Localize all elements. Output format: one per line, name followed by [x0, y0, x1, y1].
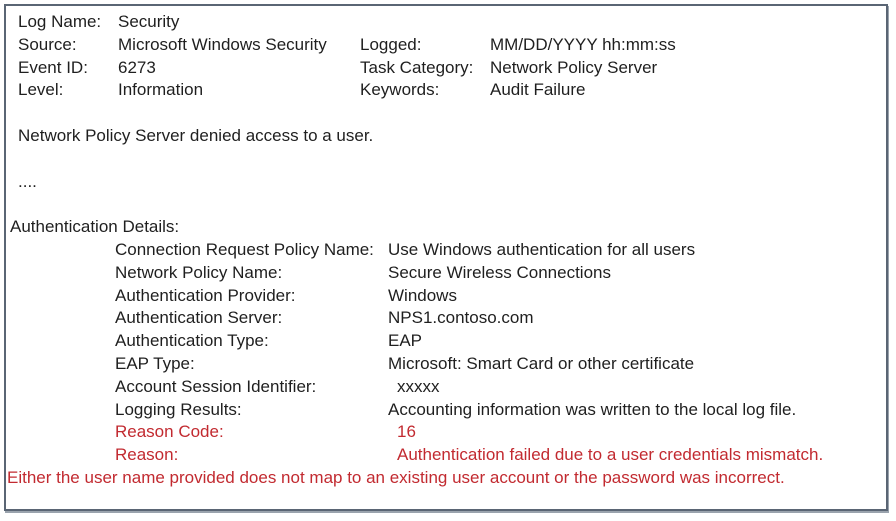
detail-row [115, 285, 886, 308]
field-label-level: Level: [18, 80, 64, 100]
detail-value: 16 [397, 422, 416, 442]
detail-label: Authentication Type: [115, 331, 269, 351]
field-value-source: Microsoft Windows Security [118, 34, 327, 54]
spacer [18, 148, 886, 171]
field-label-log-name: Log Name: [18, 12, 102, 31]
detail-label: Account Session Identifier: [115, 376, 317, 396]
detail-value: Secure Wireless Connections [388, 262, 611, 282]
auth-details-heading: Authentication Details: [10, 217, 180, 237]
detail-label: Connection Request Policy Name: [115, 239, 374, 259]
detail-row [115, 330, 886, 353]
field-label-source: Source: [18, 34, 77, 54]
detail-row [115, 262, 886, 285]
detail-row [115, 353, 886, 376]
detail-value: Windows [388, 285, 457, 305]
detail-row-reason-code [115, 421, 886, 444]
field-value-log-name: Security [118, 12, 180, 31]
detail-label: Reason: [115, 445, 179, 465]
header-row [18, 34, 886, 57]
detail-value: Use Windows authentication for all users [388, 239, 696, 259]
field-value-task-category: Network Policy Server [490, 57, 658, 77]
event-log-panel [4, 4, 888, 511]
header-row [18, 57, 886, 80]
field-label-keywords: Keywords: [360, 80, 440, 100]
detail-row-reason [115, 444, 886, 467]
detail-label: Authentication Provider: [115, 285, 296, 305]
detail-row [115, 239, 886, 262]
field-label-empty [360, 11, 490, 34]
detail-row [115, 307, 886, 330]
detail-label: Network Policy Name: [115, 262, 283, 282]
detail-value: Accounting information was written to the local log file. [388, 399, 797, 419]
field-value-keywords: Audit Failure [490, 80, 586, 100]
detail-label: Logging Results: [115, 399, 242, 419]
event-log-content [6, 6, 886, 490]
spacer [18, 102, 886, 125]
field-value-event-id: 6273 [118, 57, 156, 77]
field-value-logged: MM/DD/YYYY hh:mm:ss [490, 34, 676, 54]
detail-label: EAP Type: [115, 353, 195, 373]
detail-value: xxxxx [397, 376, 440, 396]
spacer [18, 193, 886, 216]
detail-value: Microsoft: Smart Card or other certificate [388, 353, 695, 373]
field-label-task-category: Task Category: [360, 57, 474, 77]
field-value-level: Information [118, 80, 204, 100]
header-row [18, 79, 886, 102]
ellipsis: .... [18, 171, 37, 191]
detail-value: EAP [388, 331, 423, 351]
header-row [18, 11, 886, 34]
field-label-logged: Logged: [360, 34, 422, 54]
detail-row [115, 399, 886, 422]
detail-row [115, 376, 886, 399]
event-message: Network Policy Server denied access to a user. [18, 125, 374, 145]
detail-value: NPS1.contoso.com [388, 308, 534, 328]
field-value-empty [490, 11, 886, 34]
reason-note: Either the user name provided does not map to an existing user account or the password was incorrect. [7, 467, 785, 487]
detail-label: Authentication Server: [115, 308, 283, 328]
detail-value: Authentication failed due to a user credentials mismatch. [397, 445, 824, 465]
detail-label: Reason Code: [115, 422, 224, 442]
field-label-event-id: Event ID: [18, 57, 88, 77]
